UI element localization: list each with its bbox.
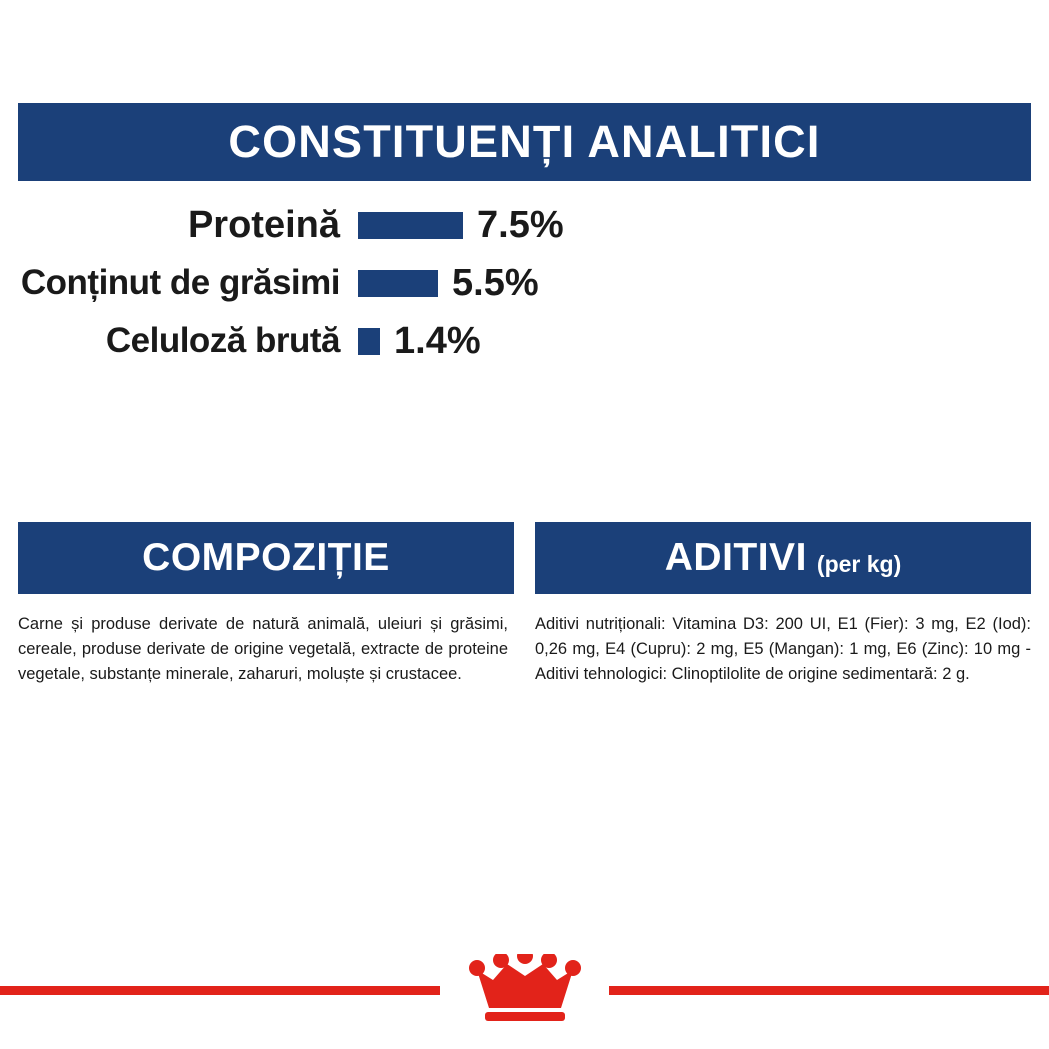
constituent-row: [18, 196, 678, 254]
analytical-constituents-title: CONSTITUENȚI ANALITICI: [228, 116, 821, 167]
constituent-label: Conținut de grăsimi: [20, 263, 340, 302]
constituent-row: [18, 312, 678, 370]
constituent-value: 7.5%: [477, 203, 564, 246]
constituent-label: Celuloză brută: [105, 321, 340, 360]
additives-title: ADITIVI: [664, 536, 807, 579]
analytical-constituents-list: [18, 196, 678, 370]
crown-icon: [465, 954, 585, 1026]
composition-text: Carne și produse derivate de natură animală, uleiuri și grăsimi, cereale, produse derivate de origine vegetală, extracte de proteine vegetale, substanțe minerale, zaharuri, moluște și crustacee.: [18, 615, 508, 684]
constituent-bar: [358, 270, 438, 297]
composition-title: COMPOZIȚIE: [142, 536, 390, 579]
analytical-constituents-header: [18, 103, 1031, 181]
additives-header: [535, 522, 1031, 594]
footer: [0, 938, 1049, 1049]
footer-rule-right: [609, 986, 1049, 995]
additives-subtitle: (per kg): [816, 550, 902, 577]
constituent-bar: [358, 328, 380, 355]
constituent-row: [18, 254, 678, 312]
additives-text: Aditivi nutriționali: Vitamina D3: 200 UI, E1 (Fier): 3 mg, E2 (Iod): 0,26 mg, E4 (Cupru): 2 mg, E5 (Mangan): 1 mg, E6 (Zinc): 10 mg - Aditivi tehnologici: Clinoptilolite de origine sedimentară: 2 g.: [535, 615, 1031, 684]
composition-header: [18, 522, 514, 594]
footer-rule-left: [0, 986, 440, 995]
constituent-value: 1.4%: [394, 319, 481, 362]
constituent-label: Proteină: [187, 203, 340, 246]
constituent-value: 5.5%: [452, 261, 539, 304]
constituent-bar: [358, 212, 463, 239]
